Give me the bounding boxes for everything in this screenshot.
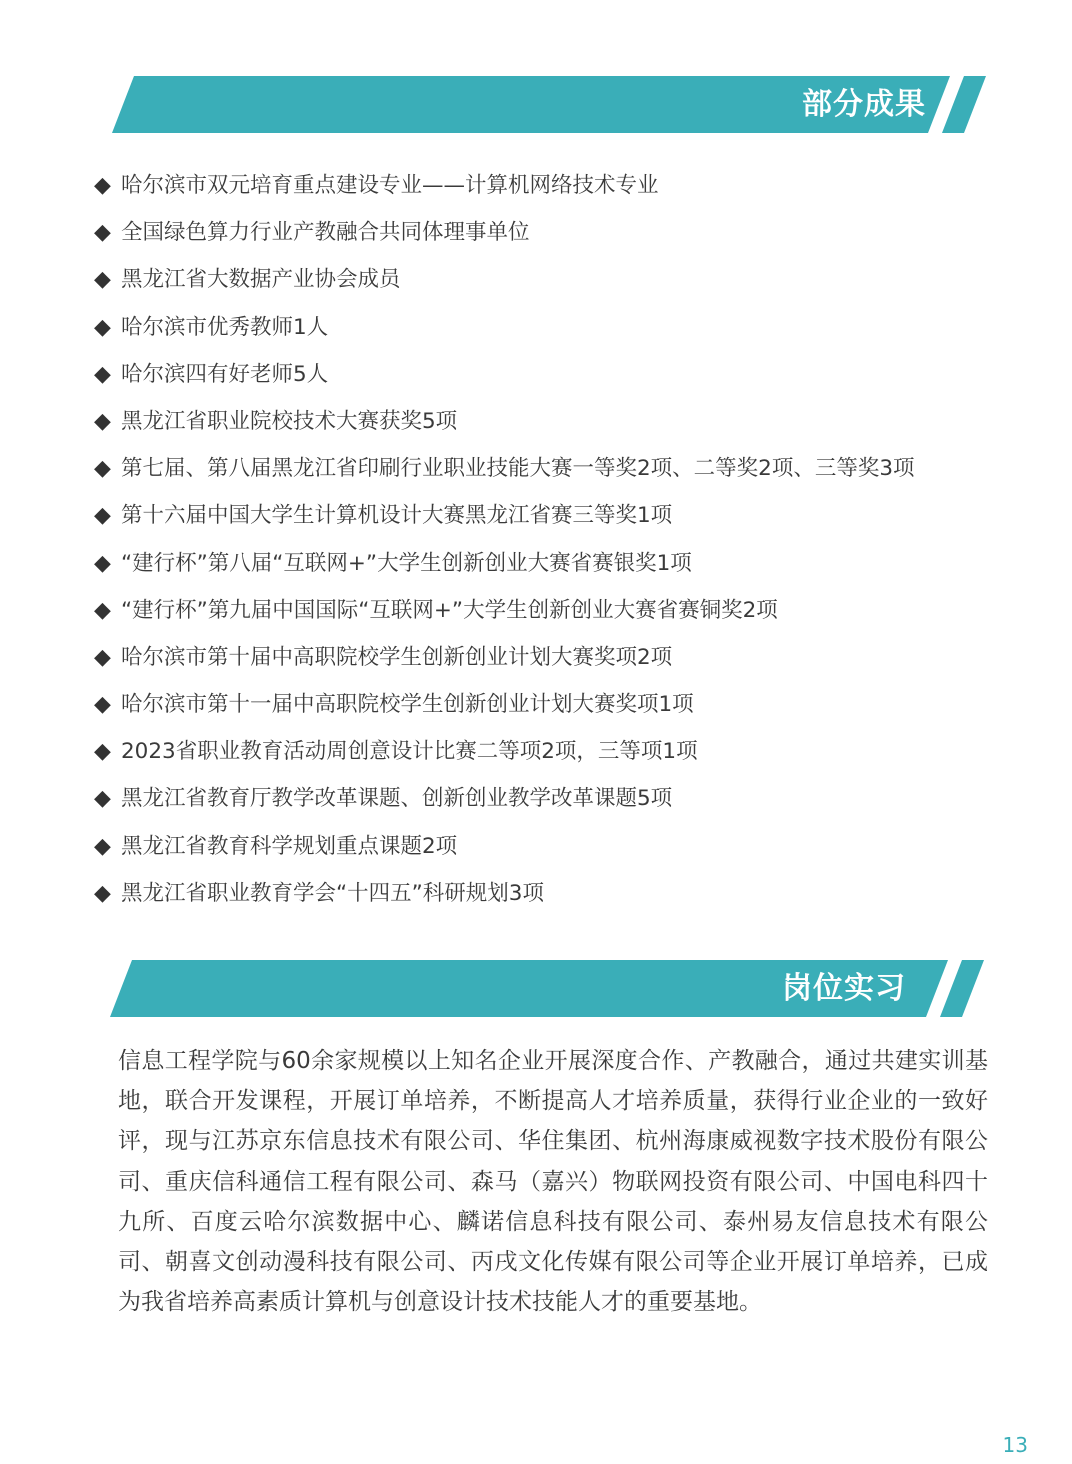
page-number: 13 — [1002, 1433, 1028, 1457]
achievement-item: ◆ 第七届、第八届黑龙江省印刷行业职业技能大赛一等奖2项、二等奖2项、三等奖3项 — [94, 445, 1054, 492]
achievement-item: ◆ 黑龙江省大数据产业协会成员 — [94, 256, 1054, 303]
achievements-banner — [112, 76, 988, 133]
achievement-item: ◆ 黑龙江省教育厅教学改革课题、创新创业教学改革课题5项 — [94, 775, 1054, 822]
diamond-bullet-icon: ◆ — [94, 503, 111, 529]
achievement-item: ◆ 2023省职业教育活动周创意设计比赛二等项2项，三等项1项 — [94, 728, 1054, 775]
diamond-bullet-icon: ◆ — [94, 456, 111, 482]
achievement-item: ◆ 哈尔滨市第十一届中高职院校学生创新创业计划大赛奖项1项 — [94, 681, 1054, 728]
achievements-title: 部分成果 — [802, 87, 926, 122]
diamond-bullet-icon: ◆ — [94, 833, 111, 859]
diamond-bullet-icon: ◆ — [94, 173, 111, 198]
diamond-bullet-icon: ◆ — [94, 408, 111, 434]
diamond-bullet-icon: ◆ — [94, 786, 111, 812]
achievement-item: ◆ 哈尔滨市第十届中高职院校学生创新创业计划大赛奖项2项 — [94, 634, 1054, 681]
achievement-item: ◆ 黑龙江省职业教育学会“十四五”科研规划3项 — [94, 870, 1054, 917]
achievement-item: ◆ 第十六届中国大学生计算机设计大赛黑龙江省赛三等奖1项 — [94, 492, 1054, 539]
diamond-bullet-icon: ◆ — [94, 267, 111, 293]
achievement-item: ◆ 黑龙江省教育科学规划重点课题2项 — [94, 823, 1054, 870]
achievement-item: ◆ “建行杯”第八届“互联网+”大学生创新创业大赛省赛银奖1项 — [94, 540, 1054, 587]
internship-title: 岗位实习 — [782, 971, 906, 1006]
internship-paragraph: 信息工程学院与60余家规模以上知名企业开展深度合作、产教融合，通过共建实训基地，联合开发课程，开展订单培养，不断提高人才培养质量，获得行业企业的一致好评，现与江苏京东信息技术有限公司、华住集团、杭州海康威视数字技术股份有限公司、重庆信科通信工程有限公司、森马（嘉兴）物联网投资有限公司、中国电科四十九所、百度云哈尔滨数据中心、麟诺信息科技有限公司、泰州易友信息技术有限公司、朝喜文创动漫科技有限公司、丙戌文化传媒有限公司等企业开展订单培养，已成为我省培养高素质计算机与创意设计技术技能人才的重要基地。 — [118, 1048, 988, 1316]
diamond-bullet-icon: ◆ — [94, 739, 111, 765]
achievement-item: ◆ 哈尔滨市双元培育重点建设专业——计算机网络技术专业 — [94, 162, 1054, 209]
diamond-bullet-icon: ◆ — [94, 220, 111, 246]
achievement-item: ◆ 黑龙江省职业院校技术大赛获奖5项 — [94, 398, 1054, 445]
diamond-bullet-icon: ◆ — [94, 880, 111, 906]
diamond-bullet-icon: ◆ — [94, 644, 111, 670]
diamond-bullet-icon: ◆ — [94, 361, 111, 387]
diamond-bullet-icon: ◆ — [94, 692, 111, 718]
diamond-bullet-icon: ◆ — [94, 597, 111, 623]
achievements-list — [94, 162, 1054, 917]
diamond-bullet-icon: ◆ — [94, 314, 111, 340]
achievement-item: ◆ 全国绿色算力行业产教融合共同体理事单位 — [94, 209, 1054, 256]
diamond-bullet-icon: ◆ — [94, 550, 111, 576]
achievement-item: ◆ 哈尔滨市优秀教师1人 — [94, 304, 1054, 351]
achievement-item: ◆ “建行杯”第九届中国国际“互联网+”大学生创新创业大赛省赛铜奖2项 — [94, 587, 1054, 634]
achievement-item: ◆ 哈尔滨四有好老师5人 — [94, 351, 1054, 398]
internship-banner — [110, 960, 986, 1017]
